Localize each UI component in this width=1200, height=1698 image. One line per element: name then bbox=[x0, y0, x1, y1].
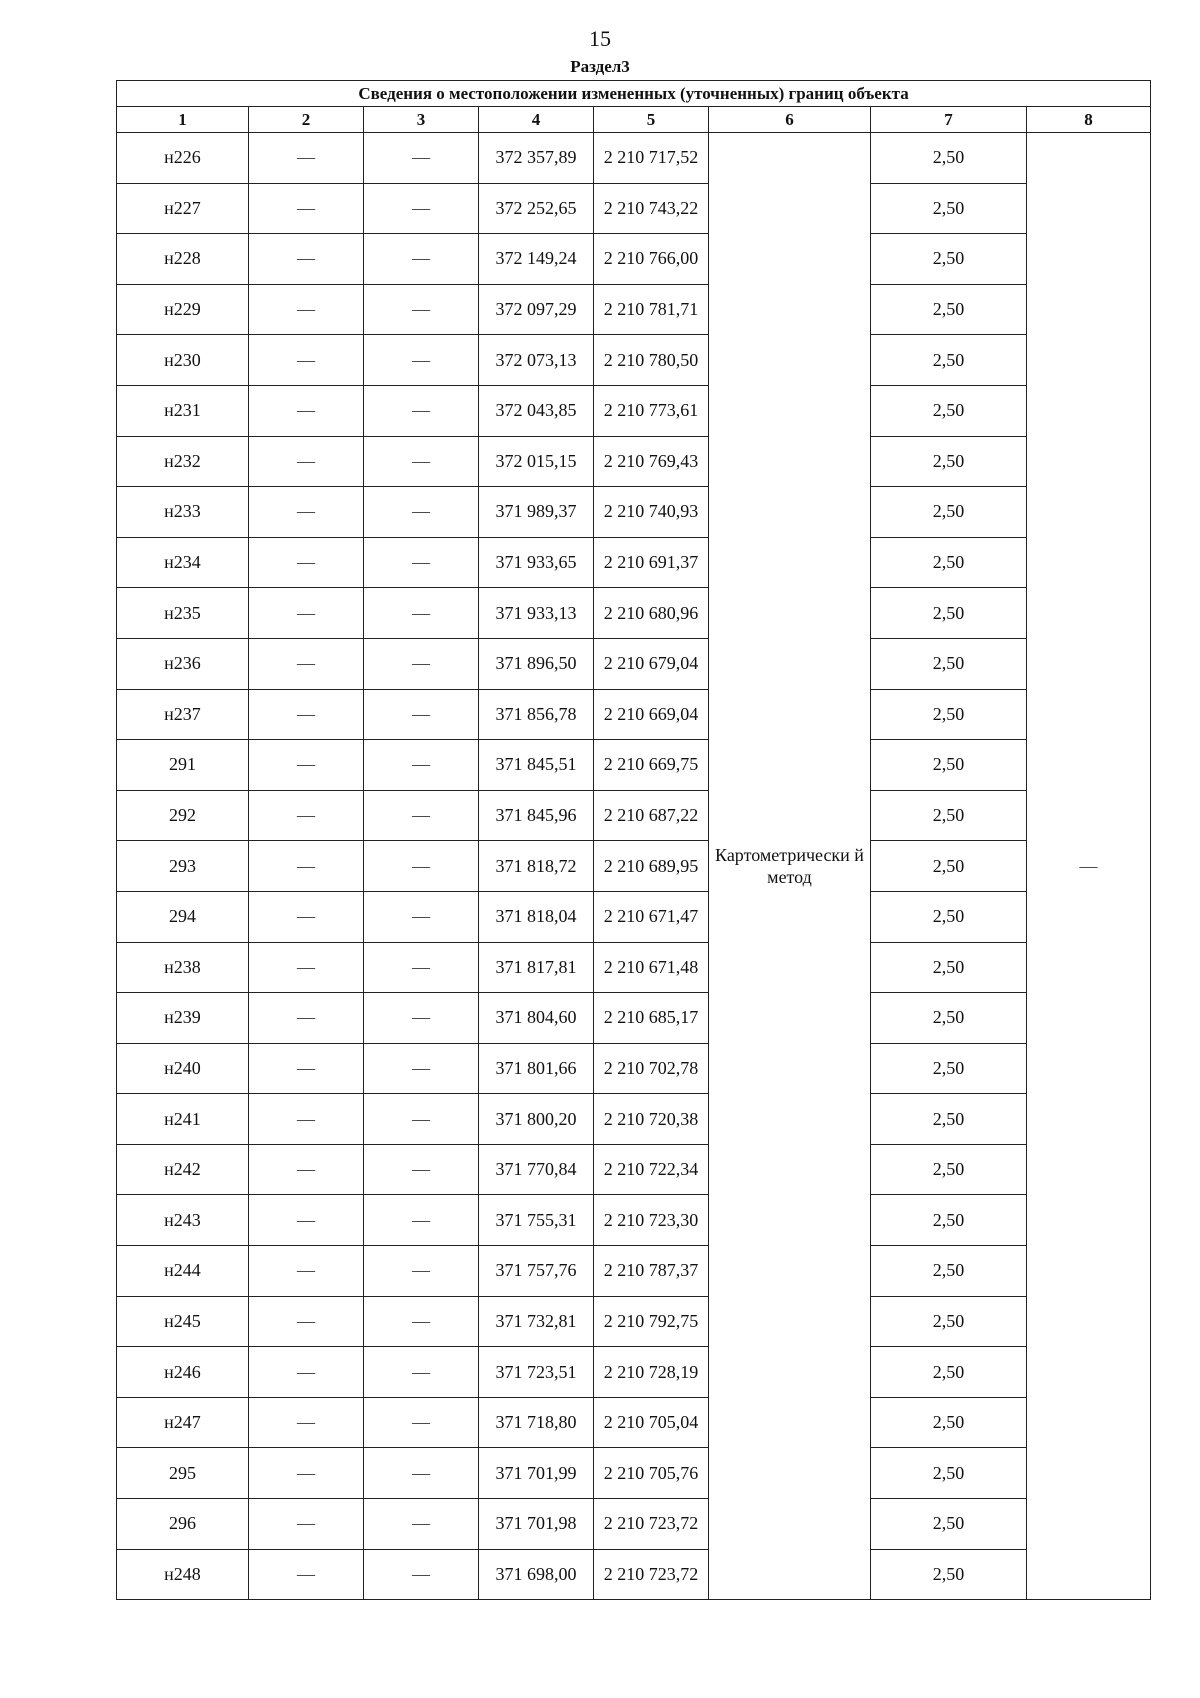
table-row bbox=[117, 1094, 1151, 1145]
y-coordinate-cell: 2 210 792,75 bbox=[594, 1296, 709, 1347]
table-row bbox=[117, 942, 1151, 993]
y-coordinate-cell: 2 210 723,72 bbox=[594, 1499, 709, 1550]
column-3-cell: — bbox=[364, 942, 479, 993]
column-number: 1 bbox=[117, 107, 249, 133]
table-row bbox=[117, 133, 1151, 184]
column-number: 2 bbox=[249, 107, 364, 133]
table-row bbox=[117, 689, 1151, 740]
point-number-cell: 294 bbox=[117, 891, 249, 942]
y-coordinate-cell: 2 210 743,22 bbox=[594, 183, 709, 234]
table-row bbox=[117, 1347, 1151, 1398]
column-3-cell: — bbox=[364, 1246, 479, 1297]
x-coordinate-cell: 371 718,80 bbox=[479, 1397, 594, 1448]
column-2-cell: — bbox=[249, 891, 364, 942]
accuracy-cell: 2,50 bbox=[871, 183, 1027, 234]
y-coordinate-cell: 2 210 723,72 bbox=[594, 1549, 709, 1600]
y-coordinate-cell: 2 210 780,50 bbox=[594, 335, 709, 386]
column-3-cell: — bbox=[364, 1397, 479, 1448]
column-3-cell: — bbox=[364, 790, 479, 841]
point-number-cell: 296 bbox=[117, 1499, 249, 1550]
column-number: 6 bbox=[709, 107, 871, 133]
column-3-cell: — bbox=[364, 385, 479, 436]
table-row bbox=[117, 588, 1151, 639]
accuracy-cell: 2,50 bbox=[871, 335, 1027, 386]
point-number-cell: н230 bbox=[117, 335, 249, 386]
column-3-cell: — bbox=[364, 1549, 479, 1600]
column-3-cell: — bbox=[364, 284, 479, 335]
table-caption-row bbox=[117, 81, 1151, 107]
column-2-cell: — bbox=[249, 1144, 364, 1195]
column-3-cell: — bbox=[364, 689, 479, 740]
column-3-cell: — bbox=[364, 335, 479, 386]
table-row bbox=[117, 1246, 1151, 1297]
x-coordinate-cell: 372 149,24 bbox=[479, 234, 594, 285]
column-2-cell: — bbox=[249, 436, 364, 487]
column-3-cell: — bbox=[364, 1347, 479, 1398]
column-3-cell: — bbox=[364, 1195, 479, 1246]
point-number-cell: н226 bbox=[117, 133, 249, 184]
accuracy-cell: 2,50 bbox=[871, 284, 1027, 335]
x-coordinate-cell: 371 755,31 bbox=[479, 1195, 594, 1246]
column-2-cell: — bbox=[249, 133, 364, 184]
point-number-cell: н237 bbox=[117, 689, 249, 740]
column-2-cell: — bbox=[249, 689, 364, 740]
accuracy-cell: 2,50 bbox=[871, 385, 1027, 436]
accuracy-cell: 2,50 bbox=[871, 133, 1027, 184]
accuracy-cell: 2,50 bbox=[871, 1246, 1027, 1297]
y-coordinate-cell: 2 210 669,75 bbox=[594, 740, 709, 791]
point-number-cell: н244 bbox=[117, 1246, 249, 1297]
column-number: 4 bbox=[479, 107, 594, 133]
y-coordinate-cell: 2 210 702,78 bbox=[594, 1043, 709, 1094]
table-row bbox=[117, 1499, 1151, 1550]
x-coordinate-cell: 371 818,04 bbox=[479, 891, 594, 942]
x-coordinate-cell: 371 701,99 bbox=[479, 1448, 594, 1499]
accuracy-cell: 2,50 bbox=[871, 1549, 1027, 1600]
accuracy-cell: 2,50 bbox=[871, 1499, 1027, 1550]
accuracy-cell: 2,50 bbox=[871, 841, 1027, 892]
accuracy-cell: 2,50 bbox=[871, 942, 1027, 993]
x-coordinate-cell: 371 856,78 bbox=[479, 689, 594, 740]
accuracy-cell: 2,50 bbox=[871, 234, 1027, 285]
point-number-cell: н245 bbox=[117, 1296, 249, 1347]
accuracy-cell: 2,50 bbox=[871, 1448, 1027, 1499]
column-2-cell: — bbox=[249, 284, 364, 335]
point-number-cell: н248 bbox=[117, 1549, 249, 1600]
y-coordinate-cell: 2 210 728,19 bbox=[594, 1347, 709, 1398]
column-3-cell: — bbox=[364, 183, 479, 234]
x-coordinate-cell: 371 723,51 bbox=[479, 1347, 594, 1398]
x-coordinate-cell: 371 701,98 bbox=[479, 1499, 594, 1550]
y-coordinate-cell: 2 210 705,04 bbox=[594, 1397, 709, 1448]
column-3-cell: — bbox=[364, 234, 479, 285]
point-number-cell: н227 bbox=[117, 183, 249, 234]
column-2-cell: — bbox=[249, 1499, 364, 1550]
point-number-cell: н246 bbox=[117, 1347, 249, 1398]
table-row bbox=[117, 1195, 1151, 1246]
column-2-cell: — bbox=[249, 588, 364, 639]
y-coordinate-cell: 2 210 740,93 bbox=[594, 487, 709, 538]
table-row bbox=[117, 1397, 1151, 1448]
point-number-cell: н236 bbox=[117, 638, 249, 689]
table-row bbox=[117, 891, 1151, 942]
column-2-cell: — bbox=[249, 537, 364, 588]
column-3-cell: — bbox=[364, 891, 479, 942]
table-row bbox=[117, 234, 1151, 285]
column-3-cell: — bbox=[364, 1094, 479, 1145]
y-coordinate-cell: 2 210 769,43 bbox=[594, 436, 709, 487]
accuracy-cell: 2,50 bbox=[871, 1195, 1027, 1246]
table-row bbox=[117, 1549, 1151, 1600]
x-coordinate-cell: 371 732,81 bbox=[479, 1296, 594, 1347]
column-3-cell: — bbox=[364, 487, 479, 538]
y-coordinate-cell: 2 210 679,04 bbox=[594, 638, 709, 689]
x-coordinate-cell: 371 989,37 bbox=[479, 487, 594, 538]
accuracy-cell: 2,50 bbox=[871, 689, 1027, 740]
column-2-cell: — bbox=[249, 1296, 364, 1347]
column-8-cell: — bbox=[1027, 133, 1151, 1600]
column-3-cell: — bbox=[364, 993, 479, 1044]
y-coordinate-cell: 2 210 687,22 bbox=[594, 790, 709, 841]
table-row bbox=[117, 1448, 1151, 1499]
column-2-cell: — bbox=[249, 1549, 364, 1600]
column-2-cell: — bbox=[249, 1094, 364, 1145]
y-coordinate-cell: 2 210 671,47 bbox=[594, 891, 709, 942]
x-coordinate-cell: 371 933,13 bbox=[479, 588, 594, 639]
point-number-cell: 295 bbox=[117, 1448, 249, 1499]
column-number: 7 bbox=[871, 107, 1027, 133]
y-coordinate-cell: 2 210 689,95 bbox=[594, 841, 709, 892]
x-coordinate-cell: 372 252,65 bbox=[479, 183, 594, 234]
point-number-cell: н232 bbox=[117, 436, 249, 487]
accuracy-cell: 2,50 bbox=[871, 1347, 1027, 1398]
point-number-cell: н247 bbox=[117, 1397, 249, 1448]
column-3-cell: — bbox=[364, 1043, 479, 1094]
table-caption: Сведения о местоположении измененных (уточненных) границ объекта bbox=[117, 81, 1151, 107]
column-3-cell: — bbox=[364, 1448, 479, 1499]
x-coordinate-cell: 371 770,84 bbox=[479, 1144, 594, 1195]
point-number-cell: н231 bbox=[117, 385, 249, 436]
x-coordinate-cell: 371 757,76 bbox=[479, 1246, 594, 1297]
column-3-cell: — bbox=[364, 537, 479, 588]
x-coordinate-cell: 372 073,13 bbox=[479, 335, 594, 386]
point-number-cell: н228 bbox=[117, 234, 249, 285]
point-number-cell: 292 bbox=[117, 790, 249, 841]
accuracy-cell: 2,50 bbox=[871, 638, 1027, 689]
column-2-cell: — bbox=[249, 335, 364, 386]
accuracy-cell: 2,50 bbox=[871, 487, 1027, 538]
determination-method-cell: Картометрически й метод bbox=[709, 133, 871, 1600]
point-number-cell: н238 bbox=[117, 942, 249, 993]
table-row bbox=[117, 841, 1151, 892]
column-2-cell: — bbox=[249, 1043, 364, 1094]
table-row bbox=[117, 1144, 1151, 1195]
column-number: 3 bbox=[364, 107, 479, 133]
y-coordinate-cell: 2 210 717,52 bbox=[594, 133, 709, 184]
accuracy-cell: 2,50 bbox=[871, 1296, 1027, 1347]
point-number-cell: н242 bbox=[117, 1144, 249, 1195]
accuracy-cell: 2,50 bbox=[871, 588, 1027, 639]
column-2-cell: — bbox=[249, 740, 364, 791]
y-coordinate-cell: 2 210 723,30 bbox=[594, 1195, 709, 1246]
y-coordinate-cell: 2 210 781,71 bbox=[594, 284, 709, 335]
column-2-cell: — bbox=[249, 183, 364, 234]
x-coordinate-cell: 371 698,00 bbox=[479, 1549, 594, 1600]
column-2-cell: — bbox=[249, 790, 364, 841]
y-coordinate-cell: 2 210 787,37 bbox=[594, 1246, 709, 1297]
point-number-cell: н235 bbox=[117, 588, 249, 639]
x-coordinate-cell: 372 043,85 bbox=[479, 385, 594, 436]
column-2-cell: — bbox=[249, 841, 364, 892]
x-coordinate-cell: 371 845,51 bbox=[479, 740, 594, 791]
column-2-cell: — bbox=[249, 1448, 364, 1499]
x-coordinate-cell: 372 015,15 bbox=[479, 436, 594, 487]
table-row bbox=[117, 436, 1151, 487]
table-row bbox=[117, 335, 1151, 386]
page-number: 15 bbox=[589, 26, 611, 51]
point-number-cell: н241 bbox=[117, 1094, 249, 1145]
x-coordinate-cell: 371 818,72 bbox=[479, 841, 594, 892]
x-coordinate-cell: 372 357,89 bbox=[479, 133, 594, 184]
y-coordinate-cell: 2 210 671,48 bbox=[594, 942, 709, 993]
column-2-cell: — bbox=[249, 1397, 364, 1448]
y-coordinate-cell: 2 210 685,17 bbox=[594, 993, 709, 1044]
point-number-cell: н240 bbox=[117, 1043, 249, 1094]
table-row bbox=[117, 638, 1151, 689]
point-number-cell: 293 bbox=[117, 841, 249, 892]
y-coordinate-cell: 2 210 722,34 bbox=[594, 1144, 709, 1195]
y-coordinate-cell: 2 210 766,00 bbox=[594, 234, 709, 285]
point-number-cell: н229 bbox=[117, 284, 249, 335]
y-coordinate-cell: 2 210 720,38 bbox=[594, 1094, 709, 1145]
column-3-cell: — bbox=[364, 1499, 479, 1550]
accuracy-cell: 2,50 bbox=[871, 740, 1027, 791]
table-row bbox=[117, 790, 1151, 841]
accuracy-cell: 2,50 bbox=[871, 537, 1027, 588]
table-row bbox=[117, 537, 1151, 588]
y-coordinate-cell: 2 210 705,76 bbox=[594, 1448, 709, 1499]
column-3-cell: — bbox=[364, 1144, 479, 1195]
accuracy-cell: 2,50 bbox=[871, 1043, 1027, 1094]
table-row bbox=[117, 487, 1151, 538]
column-3-cell: — bbox=[364, 1296, 479, 1347]
column-number-row bbox=[117, 107, 1151, 133]
table-row bbox=[117, 183, 1151, 234]
y-coordinate-cell: 2 210 669,04 bbox=[594, 689, 709, 740]
point-number-cell: н239 bbox=[117, 993, 249, 1044]
x-coordinate-cell: 371 800,20 bbox=[479, 1094, 594, 1145]
accuracy-cell: 2,50 bbox=[871, 1094, 1027, 1145]
column-number: 8 bbox=[1027, 107, 1151, 133]
point-number-cell: н234 bbox=[117, 537, 249, 588]
accuracy-cell: 2,50 bbox=[871, 436, 1027, 487]
table-row bbox=[117, 284, 1151, 335]
accuracy-cell: 2,50 bbox=[871, 1144, 1027, 1195]
point-number-cell: 291 bbox=[117, 740, 249, 791]
x-coordinate-cell: 371 933,65 bbox=[479, 537, 594, 588]
column-2-cell: — bbox=[249, 993, 364, 1044]
point-number-cell: н243 bbox=[117, 1195, 249, 1246]
table-row bbox=[117, 1296, 1151, 1347]
column-2-cell: — bbox=[249, 1347, 364, 1398]
column-3-cell: — bbox=[364, 841, 479, 892]
column-2-cell: — bbox=[249, 487, 364, 538]
table-row bbox=[117, 385, 1151, 436]
accuracy-cell: 2,50 bbox=[871, 1397, 1027, 1448]
table-row bbox=[117, 993, 1151, 1044]
column-3-cell: — bbox=[364, 638, 479, 689]
column-2-cell: — bbox=[249, 385, 364, 436]
x-coordinate-cell: 371 896,50 bbox=[479, 638, 594, 689]
column-number: 5 bbox=[594, 107, 709, 133]
x-coordinate-cell: 372 097,29 bbox=[479, 284, 594, 335]
point-number-cell: н233 bbox=[117, 487, 249, 538]
column-3-cell: — bbox=[364, 588, 479, 639]
table-row bbox=[117, 740, 1151, 791]
column-3-cell: — bbox=[364, 740, 479, 791]
accuracy-cell: 2,50 bbox=[871, 993, 1027, 1044]
accuracy-cell: 2,50 bbox=[871, 790, 1027, 841]
column-2-cell: — bbox=[249, 1195, 364, 1246]
column-2-cell: — bbox=[249, 1246, 364, 1297]
y-coordinate-cell: 2 210 773,61 bbox=[594, 385, 709, 436]
x-coordinate-cell: 371 801,66 bbox=[479, 1043, 594, 1094]
column-3-cell: — bbox=[364, 133, 479, 184]
table-row bbox=[117, 1043, 1151, 1094]
x-coordinate-cell: 371 845,96 bbox=[479, 790, 594, 841]
column-2-cell: — bbox=[249, 234, 364, 285]
boundary-coordinates-table bbox=[116, 80, 1151, 1600]
section-title: Раздел3 bbox=[570, 57, 630, 76]
column-2-cell: — bbox=[249, 638, 364, 689]
y-coordinate-cell: 2 210 691,37 bbox=[594, 537, 709, 588]
column-2-cell: — bbox=[249, 942, 364, 993]
column-3-cell: — bbox=[364, 436, 479, 487]
accuracy-cell: 2,50 bbox=[871, 891, 1027, 942]
y-coordinate-cell: 2 210 680,96 bbox=[594, 588, 709, 639]
x-coordinate-cell: 371 817,81 bbox=[479, 942, 594, 993]
x-coordinate-cell: 371 804,60 bbox=[479, 993, 594, 1044]
